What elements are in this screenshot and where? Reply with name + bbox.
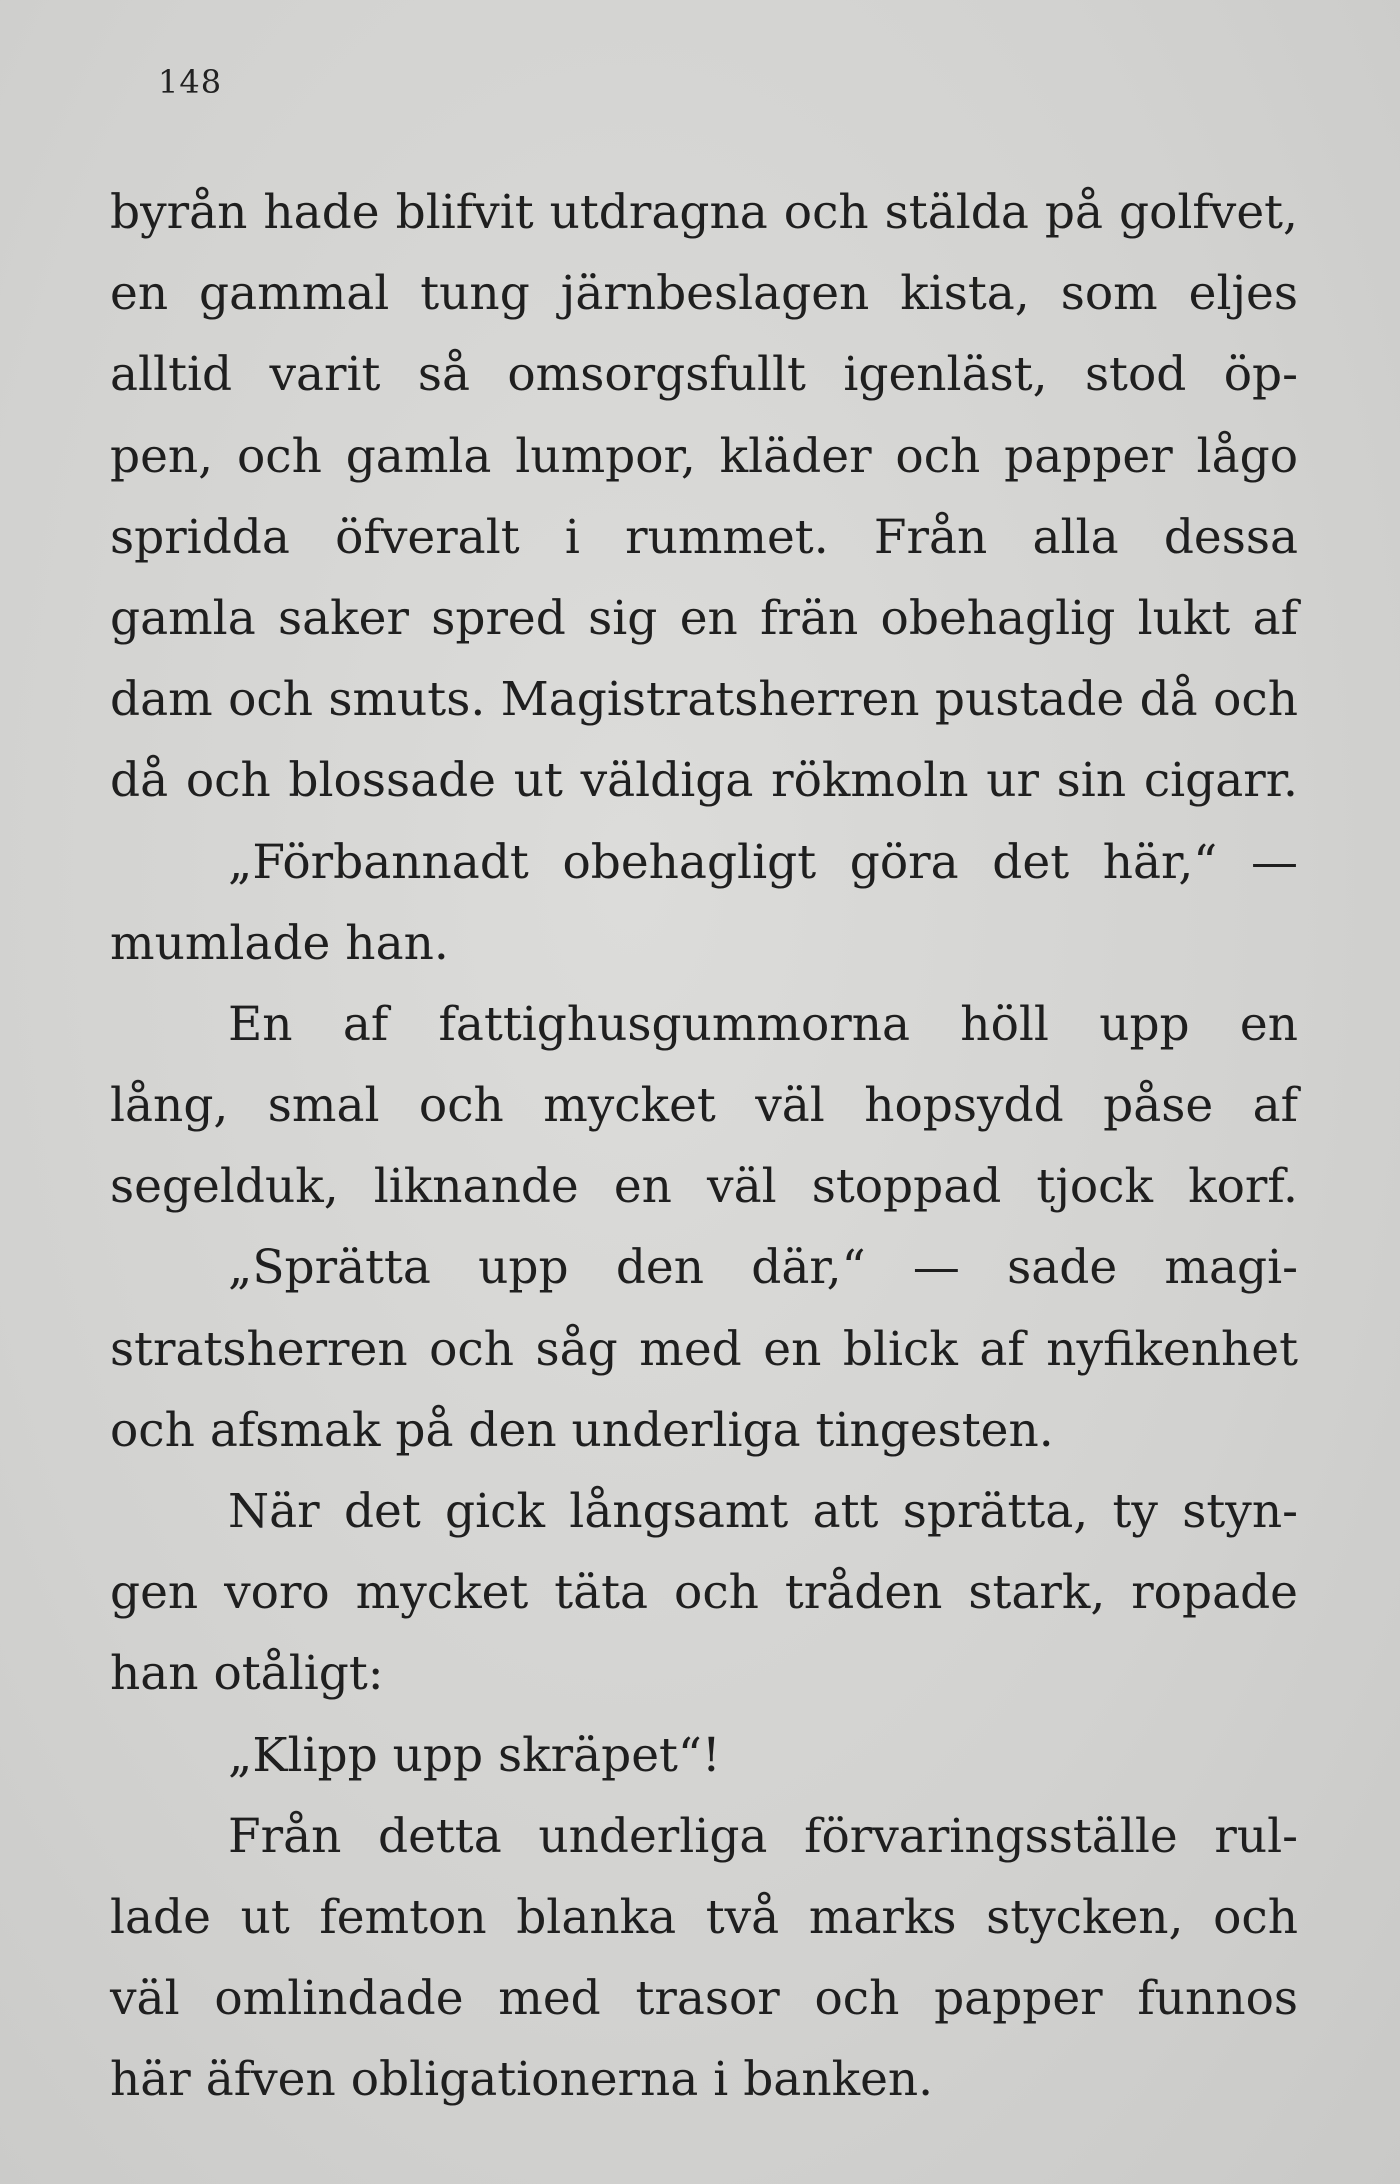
text-line: dam och smuts. Magistratsherren pustade då och bbox=[110, 672, 1298, 728]
text-line: här äfven obligationerna i banken. bbox=[110, 2052, 934, 2108]
text-line: mumlade han. bbox=[110, 915, 449, 971]
text-line: gamla saker spred sig en frän obehaglig lukt af bbox=[110, 590, 1298, 646]
text-line: När det gick långsamt att sprätta, ty styn- bbox=[228, 1484, 1298, 1539]
text-line: och afsmak på den underliga tingesten. bbox=[110, 1402, 1054, 1458]
text-line: En af fattighusgummorna höll upp en bbox=[228, 996, 1298, 1052]
text-line: Från detta underliga förvaringsställe rul- bbox=[228, 1808, 1298, 1864]
text-line: „Förbannadt obehagligt göra det här,“ — bbox=[228, 834, 1298, 890]
body-text bbox=[110, 172, 1298, 2121]
text-line: lade ut femton blanka två marks stycken, och bbox=[110, 1889, 1298, 1945]
text-line: gen voro mycket täta och tråden stark, ropade bbox=[110, 1565, 1298, 1621]
text-line: lång, smal och mycket väl hopsydd påse af bbox=[110, 1078, 1298, 1134]
text-line: stratsherren och såg med en blick af nyfikenhet bbox=[110, 1321, 1298, 1377]
text-line: han otåligt: bbox=[110, 1646, 384, 1702]
page-number: 148 bbox=[158, 63, 223, 101]
text-line: en gammal tung järnbeslagen kista, som eljes bbox=[110, 266, 1298, 322]
text-line: väl omlindade med trasor och papper funnos bbox=[110, 1971, 1298, 2027]
text-line: då och blossade ut väldiga rökmoln ur sin cigarr. bbox=[110, 753, 1298, 809]
text-line: pen, och gamla lumpor, kläder och papper lågo bbox=[110, 428, 1298, 484]
text-line: segelduk, liknande en väl stoppad tjock korf. bbox=[110, 1159, 1298, 1215]
text-line: spridda öfveralt i rummet. Från alla dessa bbox=[110, 509, 1298, 565]
text-line: byrån hade blifvit utdragna och stälda på golfvet, bbox=[110, 185, 1298, 240]
text-line: „Klipp upp skräpet“! bbox=[228, 1727, 721, 1783]
text-line: „Sprätta upp den där,“ — sade magi- bbox=[228, 1240, 1298, 1296]
text-line: alltid varit så omsorgsfullt igenläst, stod öp- bbox=[110, 347, 1298, 403]
